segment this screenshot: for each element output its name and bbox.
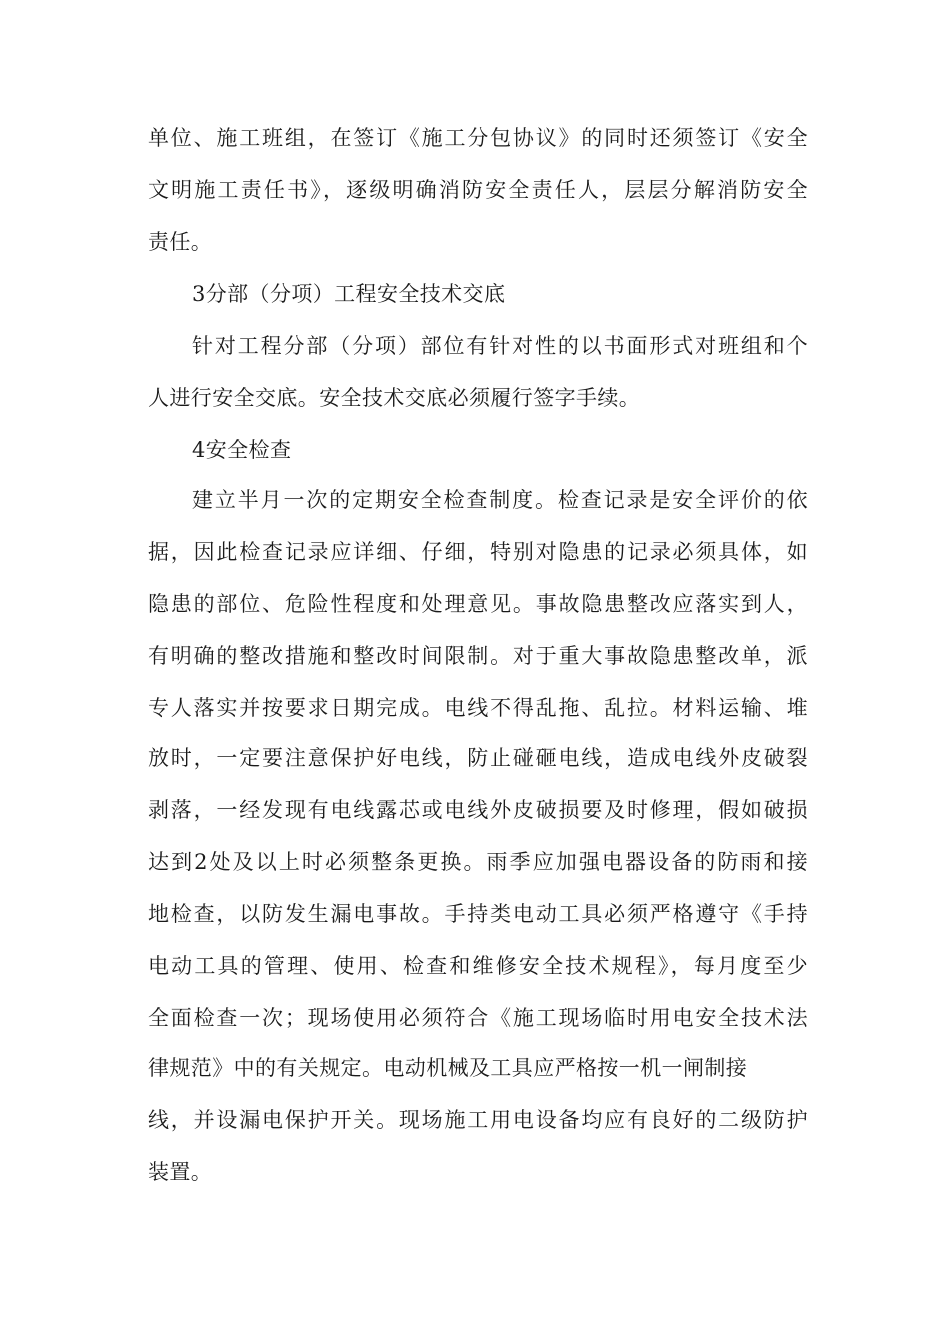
text-line: 全面检查一次；现场使用必须符合《施工现场临时用电安全技术法 (148, 1006, 808, 1030)
text-line: 有明确的整改措施和整改时间限制。对于重大事故隐患整改单，派 (148, 644, 808, 668)
section-heading: 4安全检查 (192, 438, 292, 462)
text-line: 地检查，以防发生漏电事故。手持类电动工具必须严格遵守《手持 (148, 902, 808, 926)
text-line: 律规范》中的有关规定。电动机械及工具应严格按一机一闸制接 (148, 1056, 748, 1080)
text-line: 针对工程分部（分项）部位有针对性的以书面形式对班组和个 (192, 334, 808, 358)
text-line: 电动工具的管理、使用、检查和维修安全技术规程》，每月度至少 (148, 954, 808, 978)
text-line: 文明施工责任书》，逐级明确消防安全责任人，层层分解消防安全 (148, 178, 808, 202)
text-line: 责任。 (148, 230, 213, 254)
text-line: 隐患的部位、危险性程度和处理意见。事故隐患整改应落实到人， (148, 592, 808, 616)
text-line: 达到2处及以上时必须整条更换。雨季应加强电器设备的防雨和接 (148, 850, 808, 874)
text-line: 单位、施工班组，在签订《施工分包协议》的同时还须签订《安全 (148, 126, 808, 150)
text-line: 人进行安全交底。安全技术交底必须履行签字手续。 (148, 386, 641, 410)
section-heading: 3分部（分项）工程安全技术交底 (192, 282, 506, 306)
text-line: 据，因此检查记录应详细、仔细，特别对隐患的记录必须具体，如 (148, 540, 808, 564)
text-line: 建立半月一次的定期安全检查制度。检查记录是安全评价的依 (192, 488, 808, 512)
text-line: 放时，一定要注意保护好电线，防止碰砸电线，造成电线外皮破裂 (148, 746, 808, 770)
text-line: 专人落实并按要求日期完成。电线不得乱拖、乱拉。材料运输、堆 (148, 696, 808, 720)
text-line: 装置。 (148, 1160, 213, 1184)
text-line: 剥落，一经发现有电线露芯或电线外皮破损要及时修理，假如破损 (148, 798, 808, 822)
text-line: 线，并设漏电保护开关。现场施工用电设备均应有良好的二级防护 (148, 1108, 808, 1132)
